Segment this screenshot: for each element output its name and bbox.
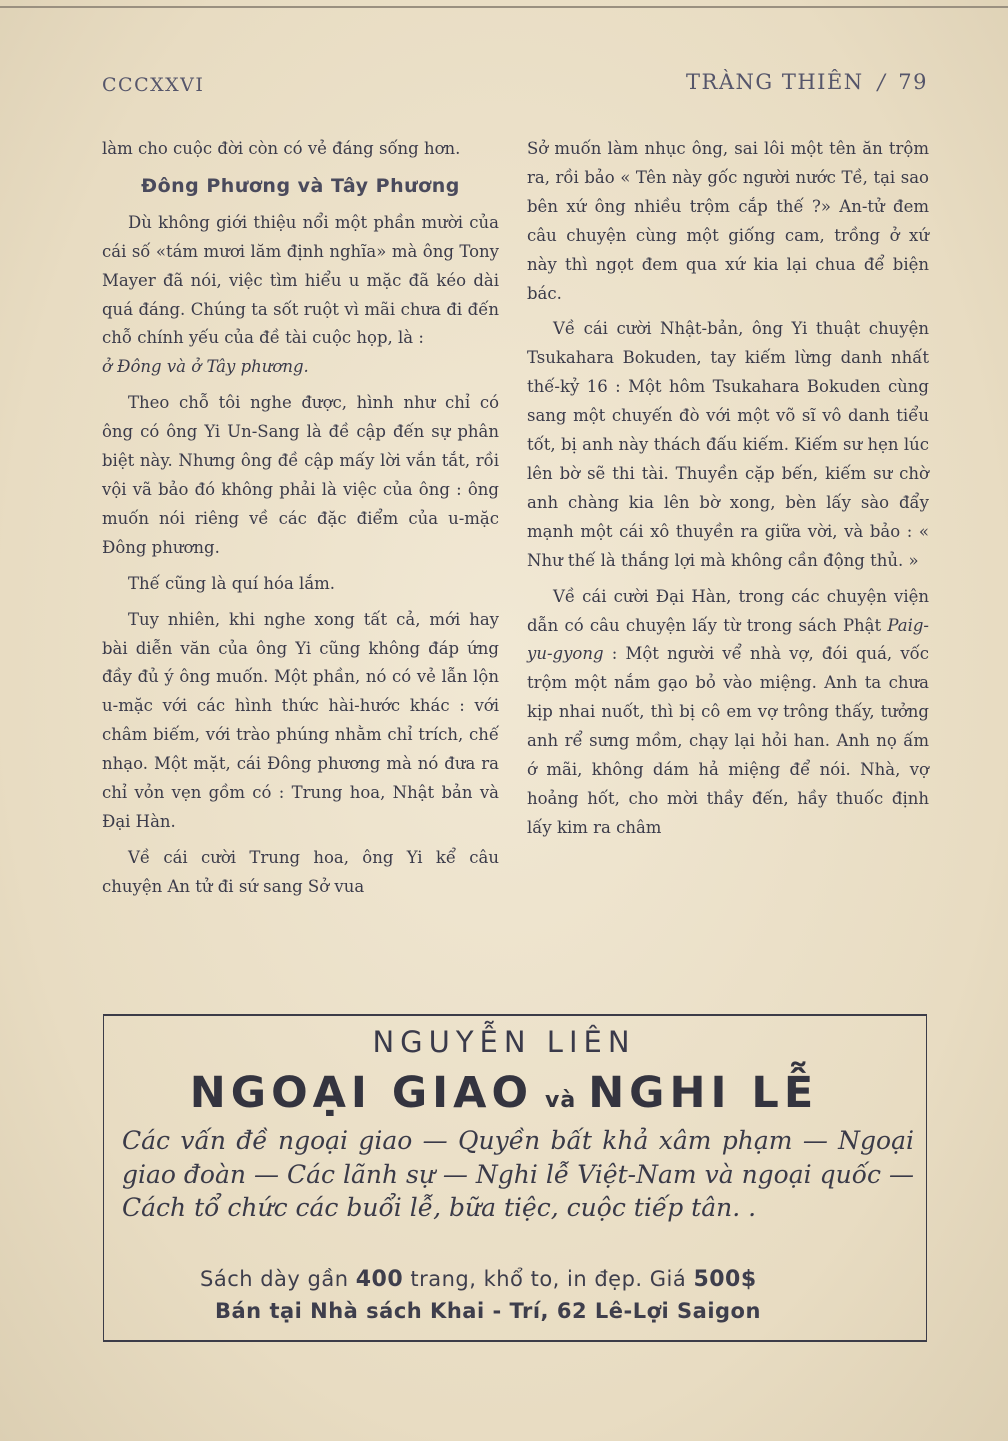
paragraph [527,583,929,843]
ad-price-middle: trang, khổ to, in đẹp. Giá [410,1267,687,1291]
ad-price-line [200,1267,840,1292]
journal-title: TRÀNG THIÊN [686,70,864,94]
ad-price-prefix: Sách dày gần [200,1267,349,1291]
paragraph-text: Dù không giới thiệu nổi một phần mười của cái số «tám mươi lăm định nghĩa» mà ông Tony Mayer đã nói, việc tìm hiểu u mặc đã kéo dài quá đáng. Chúng ta sốt ruột vì mãi chưa đi đến chỗ chính yếu của đề tài cuộc họp, là : [102,212,499,348]
ad-title-part2: NGHI LỄ [588,1068,819,1118]
paragraph-text: : Một người vể nhà vợ, đói quá, vốc trộm một nắm gạo bỏ vào miệng. Anh ta chưa kịp nhai nuốt, thì bị cô em vợ trông thấy, tưởng anh rể sưng mồm, chạy lại hỏi han. Anh nọ ấm ớ mãi, không dám hả miệng để nói. Nhà, vợ hoảng hốt, cho mời thầy đến, hầy thuốc định lấy kim ra châm [527,644,929,837]
top-rule [0,6,1008,8]
paragraph-italic: Paig-yu-gyong [527,615,930,664]
paragraph: Về cái cười Nhật-bản, ông Yi thuật chuyện Tsukahara Bokuden, tay kiếm lừng danh nhất thế-kỷ 16 : Một hôm Tsukahara Bokuden cùng sang một chuyến đò với một võ sĩ vô danh tiểu tốt, bị anh này thách đấu kiếm. Kiếm sư hẹn lúc lên bờ sẽ thi tài. Thuyền cặp bến, kiếm sư chờ anh chàng kia lên bờ xong, bèn lấy sào đẩy mạnh một cái xô thuyền ra giữa vời, và bảo : « Như thế là thắng lợi mà không cần động thủ. » [527,319,929,570]
running-header [686,70,928,94]
header-separator: / [877,70,887,94]
paragraph: Sở muốn làm nhục ông, sai lôi một tên ăn trộm ra, rồi bảo « Tên này gốc người nước Tề, tại sao bên xứ ông nhiều trộm cắp thế ?» An-tử đem câu chuyện cùng một giống cam, trồng ở xứ này thì ngọt đem qua xứ kia lại chua để biện bác. [527,139,929,303]
paragraph-text: Về cái cười Đại Hàn, trong các chuyện viện dẫn có câu chuyện lấy từ trong sách Phật [527,586,929,635]
right-column [527,135,929,850]
ad-title [0,1068,1008,1118]
paragraph: Theo chỗ tôi nghe được, hình như chỉ có ông có ông Yi Un-Sang là đề cập đến sự phân biệt này. Nhưng ông đề cập mấy lời vắn tắt, rồi vội vã bảo đó không phải là việc của ông : ông muốn nói riêng về các đặc điểm của u-mặc Đông phương. [102,393,499,557]
paragraph: Về cái cười Trung hoa, ông Yi kể câu chuyện An tử đi sứ sang Sở vua [102,847,499,896]
ad-page-count: 400 [355,1267,404,1292]
left-column [102,135,499,909]
paragraph: Tuy nhiên, khi nghe xong tất cả, mới hay bài diễn văn của ông Yi cũng không đáp ứng đầy đủ ý ông muốn. Một phần, nó có vẻ lẫn lộn u-mặc với các hình thức hài-hước khác : với châm biếm, với trào phúng nhằm chỉ trích, chế nhạo. Một mặt, cái Đông phương mà nó đưa ra chỉ vỏn vẹn gồm có : Trung hoa, Nhật bản và Đại Hàn. [102,609,499,831]
ad-title-part1: NGOẠI GIAO [189,1068,533,1118]
paragraph: làm cho cuộc đời còn có vẻ đáng sống hơn. [102,139,461,158]
page-number: 79 [898,70,928,94]
ad-author: NGUYỄN LIÊN [372,1025,636,1059]
ad-description: Các vấn đề ngoại giao — Quyền bất khả xâm phạm — Ngoại giao đoàn — Các lãnh sự — Nghi lễ Việt-Nam và ngoại quốc — Cách tổ chức các buổi lễ, bữa tiệc, cuộc tiếp tân. . [122,1126,914,1222]
ad-price: 500$ [693,1267,757,1292]
ad-title-connector: và [545,1088,577,1113]
paragraph-italic: ở Đông và ở Tây phương. [102,357,309,377]
ad-shop: Bán tại Nhà sách Khai - Trí, 62 Lê-Lợi Saigon [215,1299,761,1323]
section-heading: Đông Phương và Tây Phương [141,174,460,197]
section-number: CCCXXVI [102,74,205,96]
paragraph: Thế cũng là quí hóa lắm. [128,573,336,593]
paragraph [102,209,499,382]
